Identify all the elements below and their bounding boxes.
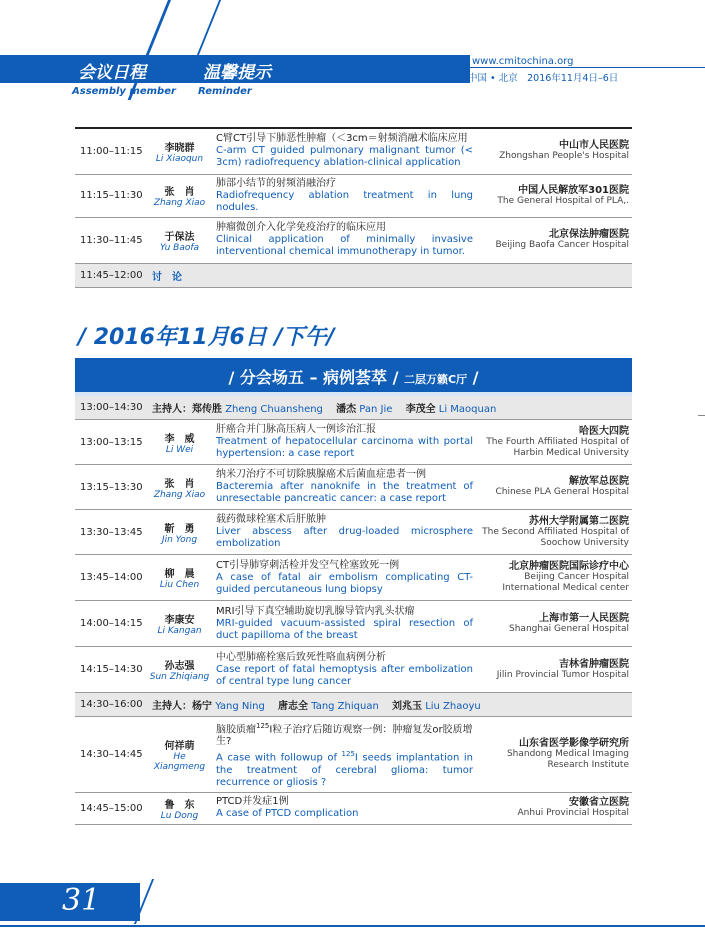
time-slot: 13:30–13:45 — [75, 510, 147, 555]
institution — [477, 647, 632, 693]
chair-name-en: Zheng Chuansheng — [225, 404, 323, 415]
institution — [477, 717, 632, 793]
table-row — [75, 174, 632, 217]
table-row — [75, 555, 632, 601]
institution-en: Anhui Provincial Hospital — [517, 808, 629, 819]
header-subtitle-assembly: Assembly member — [72, 86, 176, 97]
institution — [477, 174, 632, 217]
institution-en: Shandong Medical Imaging Research Institute — [506, 748, 629, 770]
institution — [477, 792, 632, 824]
topic — [212, 647, 477, 693]
topic-cn: MRI引导下真空辅助旋切乳腺导管内乳头状瘤 — [216, 605, 415, 617]
topic — [212, 792, 477, 824]
topic-en: Radiofrequency ablation treatment in lung nodules. — [216, 189, 473, 213]
topic-en: Case report of fatal hemoptysis after embolization of central type lung cancer — [216, 663, 473, 687]
speaker-cn: 李康安 — [164, 615, 195, 626]
place-date: 中国 • 北京 2016年11月4日–6日 — [468, 73, 619, 84]
chair-name-cn: 郑传胜 — [192, 404, 222, 415]
topic-en-part: A case with followup of — [216, 752, 342, 764]
topic-cn: 肺部小结节的射频消融治疗 — [216, 177, 336, 189]
speaker-en: Jin Yong — [161, 534, 198, 545]
speaker-en: He Xiangmeng — [153, 751, 206, 772]
time-slot: 14:45–15:00 — [75, 792, 147, 824]
chair-list — [147, 693, 632, 717]
chair-name-cn: 潘杰 — [336, 404, 357, 415]
time-slot: 13:45–14:00 — [75, 555, 147, 601]
chair-name-cn: 唐志全 — [278, 701, 309, 712]
header-title-schedule: 会议日程 — [78, 63, 146, 83]
topic-cn: 中心型肺癌栓塞后致死性咯血病例分析 — [216, 651, 386, 663]
speaker-en: Zhang Xiao — [153, 198, 206, 208]
chair-row — [75, 693, 632, 717]
table-row — [75, 128, 632, 174]
header-slash-decoration — [128, 0, 171, 100]
topic — [212, 465, 477, 510]
table-row — [75, 465, 632, 510]
speaker — [147, 217, 212, 263]
discussion-row — [75, 263, 632, 287]
discussion-label — [147, 263, 632, 287]
session-title — [75, 365, 632, 388]
speaker-en: Sun Zhiqiang — [149, 672, 210, 682]
topic — [212, 510, 477, 555]
topic-en: Bacteremia after nanoknife in the treatment of unresectable pancreatic cancer: a case report — [216, 481, 473, 504]
session-bar — [75, 358, 632, 392]
table-row — [75, 647, 632, 693]
speaker — [147, 420, 212, 465]
footer-line — [0, 925, 705, 927]
speaker-cn: 于保法 — [164, 231, 195, 243]
institution-en: The General Hospital of PLA,. — [497, 195, 629, 206]
chair-name-en: Liu Zhaoyu — [425, 701, 481, 712]
institution-cn: 北京肿瘤医院国际诊疗中心 — [509, 561, 629, 572]
table-row — [75, 420, 632, 465]
speaker — [147, 647, 212, 693]
topic-cn: 载药微球栓塞术后肝脓肿 — [216, 514, 326, 525]
topic — [212, 555, 477, 601]
session-name: / 分会场五 – 病例荟萃 / — [228, 368, 399, 387]
topic-cn-part: I粒子治疗后随访观察一例：肿瘤复发or胶质增生? — [216, 724, 473, 748]
website: www.cmitochina.org — [472, 56, 574, 67]
topic-cn: C臂CT引导下肺恶性肿瘤（＜3cm＝射频消融术临床应用 — [216, 133, 468, 145]
speaker-cn: 靳 勇 — [164, 523, 195, 535]
time-slot: 11:00–11:15 — [75, 128, 147, 174]
header-title-reminder: 温馨提示 — [203, 63, 271, 83]
chair-name-cn: 李茂全 — [405, 404, 436, 415]
speaker-cn: 何祥萌 — [164, 740, 195, 752]
chair-row — [75, 396, 632, 420]
session-room: 二层万籁C厅 — [404, 373, 468, 386]
chair-name-en: Li Maoquan — [438, 404, 497, 415]
topic-en-part: I seeds implantation in the treatment of cerebral glioma: tumor recurrence or gliosis ? — [216, 752, 473, 788]
time-slot: 11:15–11:30 — [75, 174, 147, 217]
institution-cn: 上海市第一人民医院 — [539, 612, 629, 624]
topic-cn: PTCD并发症1例 — [216, 796, 289, 808]
speaker-cn: 孙志强 — [164, 661, 195, 672]
chair-label: 主持人： — [152, 404, 192, 415]
speaker-cn: 柳 晨 — [164, 569, 195, 580]
topic-cn: 肝癌合并门脉高压病人一例诊治汇报 — [216, 424, 376, 435]
speaker — [147, 792, 212, 824]
institution-cn: 苏州大学附属第二医院 — [529, 515, 629, 527]
institution-cn: 解放军总医院 — [569, 476, 629, 487]
institution-en: The Fourth Affiliated Hospital of Harbin Medical University — [486, 436, 629, 458]
margin-tick — [698, 415, 705, 416]
header-divider — [470, 67, 705, 68]
speaker-en: Li Wei — [165, 444, 194, 455]
institution-cn: 中国人民解放军301医院 — [518, 184, 629, 196]
speaker-en: Li Kangan — [157, 626, 202, 636]
chair-name-en: Yang Ning — [215, 701, 265, 712]
speaker — [147, 128, 212, 174]
institution — [477, 510, 632, 555]
topic-en: Clinical application of minimally invasive interventional chemical immunotherapy in tumor. — [216, 234, 473, 257]
topic — [212, 601, 477, 647]
institution-cn: 北京保法肿瘤医院 — [549, 229, 629, 240]
institution-cn: 吉林省肿瘤医院 — [559, 658, 629, 670]
institution-en: Beijing Baofa Cancer Hospital — [495, 240, 629, 250]
speaker-cn: 鲁 东 — [164, 799, 195, 811]
institution-cn: 中山市人民医院 — [559, 140, 629, 152]
speaker — [147, 174, 212, 217]
chair-name-en: Tang Zhiquan — [311, 701, 379, 712]
morning-schedule-table — [75, 127, 632, 288]
institution-cn: 山东省医学影像学研究所 — [519, 737, 629, 749]
topic-en: A case of fatal air embolism complicating CT-guided percutaneous lung biopsy — [216, 571, 473, 595]
table-row — [75, 510, 632, 555]
discussion-text: 讨 论 — [152, 271, 182, 283]
institution-en: Beijing Cancer Hospital International Medical center — [502, 572, 629, 593]
institution-cn: 哈医大四院 — [579, 425, 629, 437]
header-subtitle-reminder: Reminder — [198, 86, 252, 97]
footer-band — [0, 883, 140, 921]
table-row — [75, 601, 632, 647]
speaker-en: Zhang Xiao — [153, 489, 206, 500]
header-slash-decoration — [197, 0, 221, 55]
table-row — [75, 717, 632, 793]
time-slot: 14:30–16:00 — [75, 693, 147, 717]
chair-name-cn: 刘兆玉 — [392, 701, 422, 712]
speaker — [147, 465, 212, 510]
session-end: / — [467, 368, 479, 387]
speaker-cn: 李 威 — [164, 433, 195, 445]
topic — [212, 128, 477, 174]
time-slot: 11:45–12:00 — [75, 263, 147, 287]
institution-en: Zhongshan People's Hospital — [499, 151, 629, 162]
speaker — [147, 717, 212, 793]
topic-en: A case of PTCD complication — [216, 808, 359, 820]
chair-label: 主持人： — [152, 701, 192, 712]
time-slot: 13:00–13:15 — [75, 420, 147, 465]
institution-en: Chinese PLA General Hospital — [495, 487, 629, 497]
table-row — [75, 217, 632, 263]
topic — [212, 174, 477, 217]
page-number: 31 — [62, 883, 101, 918]
institution-cn: 安徽省立医院 — [569, 797, 629, 809]
isotope-superscript: 125 — [256, 722, 270, 730]
chair-list — [147, 396, 632, 420]
topic — [212, 217, 477, 263]
topic-cn: 肿瘤微创介入化学免疫治疗的临床应用 — [216, 222, 386, 233]
speaker — [147, 555, 212, 601]
speaker — [147, 601, 212, 647]
time-slot: 13:15–13:30 — [75, 465, 147, 510]
speaker-en: Lu Dong — [160, 810, 199, 821]
isotope-superscript: 125 — [341, 750, 355, 759]
time-slot: 14:30–14:45 — [75, 717, 147, 793]
topic-cn-part: 脑胶质瘤 — [216, 724, 256, 736]
afternoon-schedule-table — [75, 396, 632, 825]
institution — [477, 128, 632, 174]
date-heading: / 2016年11月6日 /下午/ — [78, 325, 335, 350]
topic-en — [216, 748, 473, 788]
time-slot: 14:00–14:15 — [75, 601, 147, 647]
speaker-en: Liu Chen — [159, 580, 200, 590]
speaker-cn: 张 肖 — [164, 478, 195, 490]
institution — [477, 555, 632, 601]
topic-en: MRI-guided vacuum-assisted spiral resection of duct papilloma of the breast — [216, 617, 473, 641]
topic — [212, 717, 477, 793]
time-slot: 11:30–11:45 — [75, 217, 147, 263]
time-slot: 14:15–14:30 — [75, 647, 147, 693]
chair-name-en: Pan Jie — [359, 404, 393, 415]
topic-cn: 纳米刀治疗不可切除胰腺癌术后菌血症患者一例 — [216, 469, 426, 480]
institution-en: Jilin Provincial Tumor Hospital — [496, 669, 629, 680]
topic — [212, 420, 477, 465]
chair-name-cn: 杨宁 — [192, 701, 212, 712]
speaker-en: Li Xiaoqun — [155, 153, 204, 164]
topic-en: C-arm CT guided pulmonary malignant tumor (< 3cm) radiofrequency ablation-clinical application — [216, 145, 473, 169]
time-slot: 13:00–14:30 — [75, 396, 147, 420]
institution — [477, 217, 632, 263]
speaker-cn: 张 肖 — [164, 187, 195, 198]
header-band — [0, 55, 470, 83]
topic-cn — [216, 720, 473, 748]
table-row — [75, 792, 632, 824]
institution-en: The Second Affiliated Hospital of Soochow University — [482, 526, 629, 548]
topic-en: Treatment of hepatocellular carcinoma with portal hypertension: a case report — [216, 436, 473, 459]
institution — [477, 420, 632, 465]
topic-cn: CT引导肺穿刺活检并发空气栓塞致死一例 — [216, 559, 400, 571]
institution — [477, 465, 632, 510]
institution-en: Shanghai General Hospital — [509, 623, 629, 634]
institution — [477, 601, 632, 647]
speaker-en: Yu Baofa — [159, 242, 200, 253]
speaker-cn: 李晓群 — [164, 142, 195, 154]
speaker — [147, 510, 212, 555]
topic-en: Liver abscess after drug-loaded microsphere embolization — [216, 526, 473, 549]
